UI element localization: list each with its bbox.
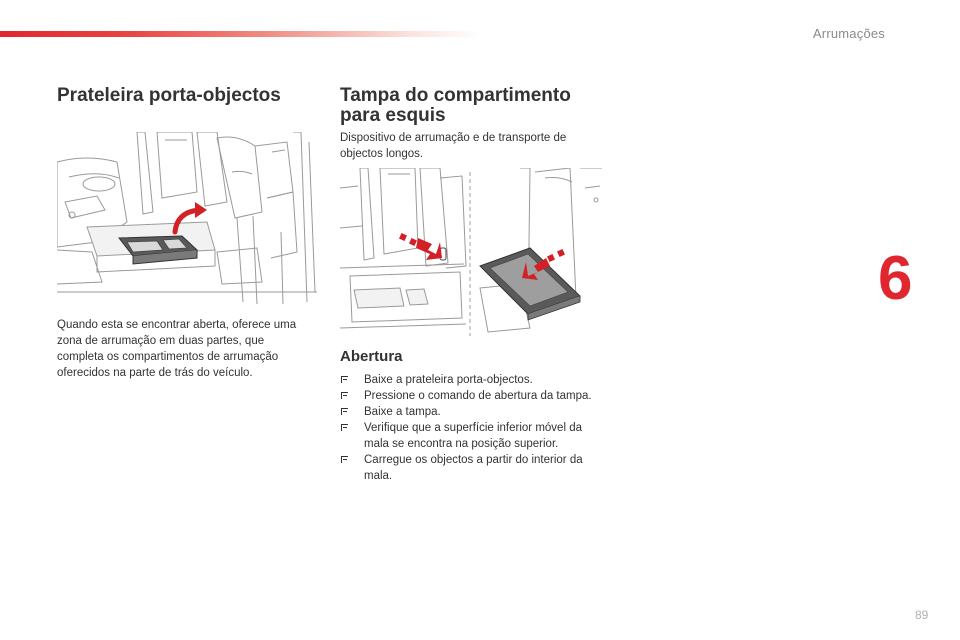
right-heading: Tampa do compartimento para esquis — [340, 85, 571, 126]
list-item: Baixe a tampa. — [340, 404, 605, 420]
opening-steps-list — [340, 372, 605, 484]
chapter-number: 6 — [878, 244, 913, 313]
left-paragraph: Quando esta se encontrar aberta, oferece uma zona de arrumação em duas partes, que completa os compartimentos de arrumação oferecidos na parte de trás do veículo. — [57, 319, 297, 379]
list-item: Carregue os objectos a partir do interior da mala. — [340, 452, 605, 484]
page-number: 89 — [915, 608, 929, 622]
section-title: Arrumações — [812, 26, 885, 41]
checkbox-bullet-icon — [341, 392, 348, 399]
right-intro: Dispositivo de arrumação e de transporte de objectos longos. — [340, 132, 567, 160]
ski-hatch-illustration — [340, 168, 602, 338]
list-item: Baixe a prateleira porta-objectos. — [340, 372, 605, 388]
shelf-illustration — [57, 132, 317, 305]
list-item: Verifique que a superfície inferior móvel da mala se encontra na posição superior. — [340, 420, 605, 452]
header-accent-bar — [0, 31, 480, 37]
checkbox-bullet-icon — [341, 424, 348, 431]
list-item: Pressione o comando de abertura da tampa. — [340, 388, 605, 404]
left-heading: Prateleira porta-objectos — [57, 85, 281, 106]
checkbox-bullet-icon — [341, 456, 348, 463]
opening-subheading: Abertura — [340, 348, 403, 365]
checkbox-bullet-icon — [341, 408, 348, 415]
checkbox-bullet-icon — [341, 376, 348, 383]
